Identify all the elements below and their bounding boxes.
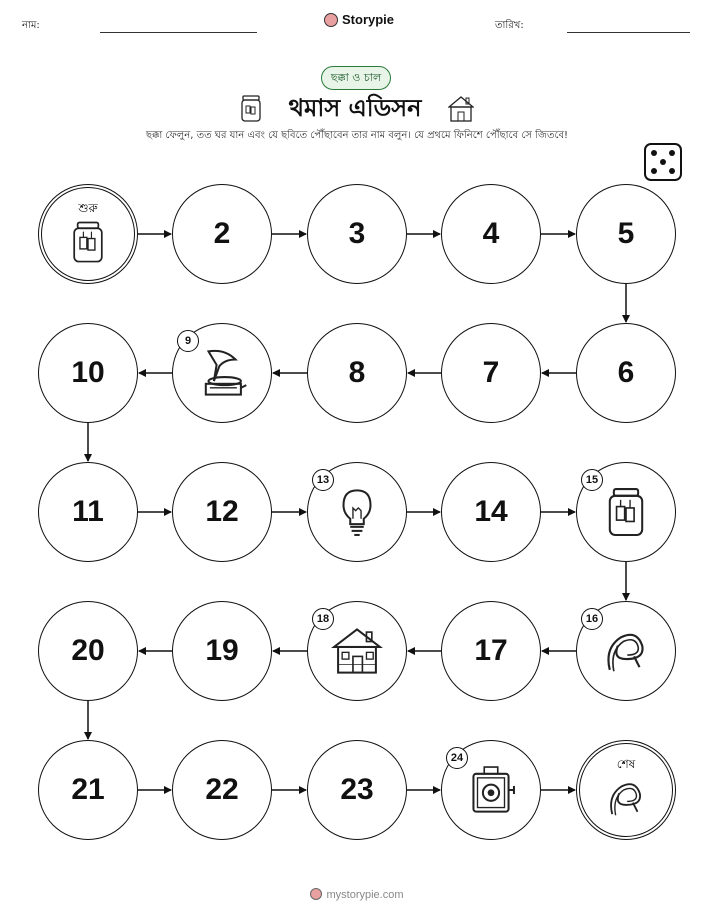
board-space-2	[172, 184, 272, 284]
title-text: থমাস এডিসন	[288, 94, 422, 122]
board-space-15	[576, 462, 676, 562]
filament-icon	[603, 775, 649, 821]
brand-name: Storypie	[342, 12, 395, 27]
space-number: 11	[72, 495, 104, 528]
board-space-6	[576, 323, 676, 423]
end-space	[576, 740, 676, 840]
board-space-24	[441, 740, 541, 840]
phonograph-icon	[195, 346, 249, 400]
space-number: 14	[474, 495, 508, 528]
board-space-8	[307, 323, 407, 423]
footer-site: mystorypie.com	[326, 889, 404, 901]
board-space-17	[441, 601, 541, 701]
board-space-7	[441, 323, 541, 423]
space-number-badge: 18	[312, 608, 334, 630]
board-space-3	[307, 184, 407, 284]
footer	[0, 888, 714, 901]
game-type-badge: ছক্কা ও চাল	[321, 66, 391, 90]
space-number: 23	[340, 773, 374, 806]
board-space-18	[307, 601, 407, 701]
name-label: নাম:	[22, 20, 40, 31]
board-space-22	[172, 740, 272, 840]
board-space-16	[576, 601, 676, 701]
space-number: 22	[205, 773, 239, 806]
lightbulb-icon	[330, 485, 384, 539]
space-number-badge: 16	[581, 608, 603, 630]
date-label: তারিখ:	[495, 20, 524, 31]
space-number: 20	[71, 634, 105, 667]
start-label: শুরু	[78, 201, 98, 215]
space-number: 8	[348, 356, 366, 389]
jar-icon	[65, 219, 111, 265]
space-number: 19	[205, 634, 239, 667]
board-space-23	[307, 740, 407, 840]
safe-icon	[464, 763, 518, 817]
space-number: 6	[617, 356, 635, 389]
space-number: 17	[474, 634, 508, 667]
space-number: 21	[71, 773, 105, 806]
space-number: 7	[482, 356, 500, 389]
space-number-badge: 13	[312, 469, 334, 491]
board-space-10	[38, 323, 138, 423]
board-space-14	[441, 462, 541, 562]
space-number-badge: 9	[177, 330, 199, 352]
house-icon	[330, 624, 384, 678]
end-label: শেষ	[616, 757, 636, 771]
board-space-20	[38, 601, 138, 701]
board-space-21	[38, 740, 138, 840]
space-number: 2	[213, 217, 231, 250]
board-space-13	[307, 462, 407, 562]
start-space	[38, 184, 138, 284]
instructions: ছক্কা ফেলুন, তত ঘর যান এবং যে ছবিতে পৌঁছাবেন তার নাম বলুন। যে প্রথমে ফিনিশে পৌঁছাবে সে জিতবে!	[145, 130, 569, 141]
filament-icon	[599, 624, 653, 678]
space-number: 3	[348, 217, 366, 250]
board-space-12	[172, 462, 272, 562]
board-space-5	[576, 184, 676, 284]
board-space-19	[172, 601, 272, 701]
space-number: 4	[482, 217, 500, 250]
space-number: 12	[205, 495, 239, 528]
space-number-badge: 15	[581, 469, 603, 491]
jar-icon	[599, 485, 653, 539]
space-number-badge: 24	[446, 747, 468, 769]
board-space-9	[172, 323, 272, 423]
board-space-4	[441, 184, 541, 284]
storypie-logo-icon	[310, 888, 322, 900]
board-space-11	[38, 462, 138, 562]
space-number: 5	[617, 217, 635, 250]
space-number: 10	[71, 356, 105, 389]
